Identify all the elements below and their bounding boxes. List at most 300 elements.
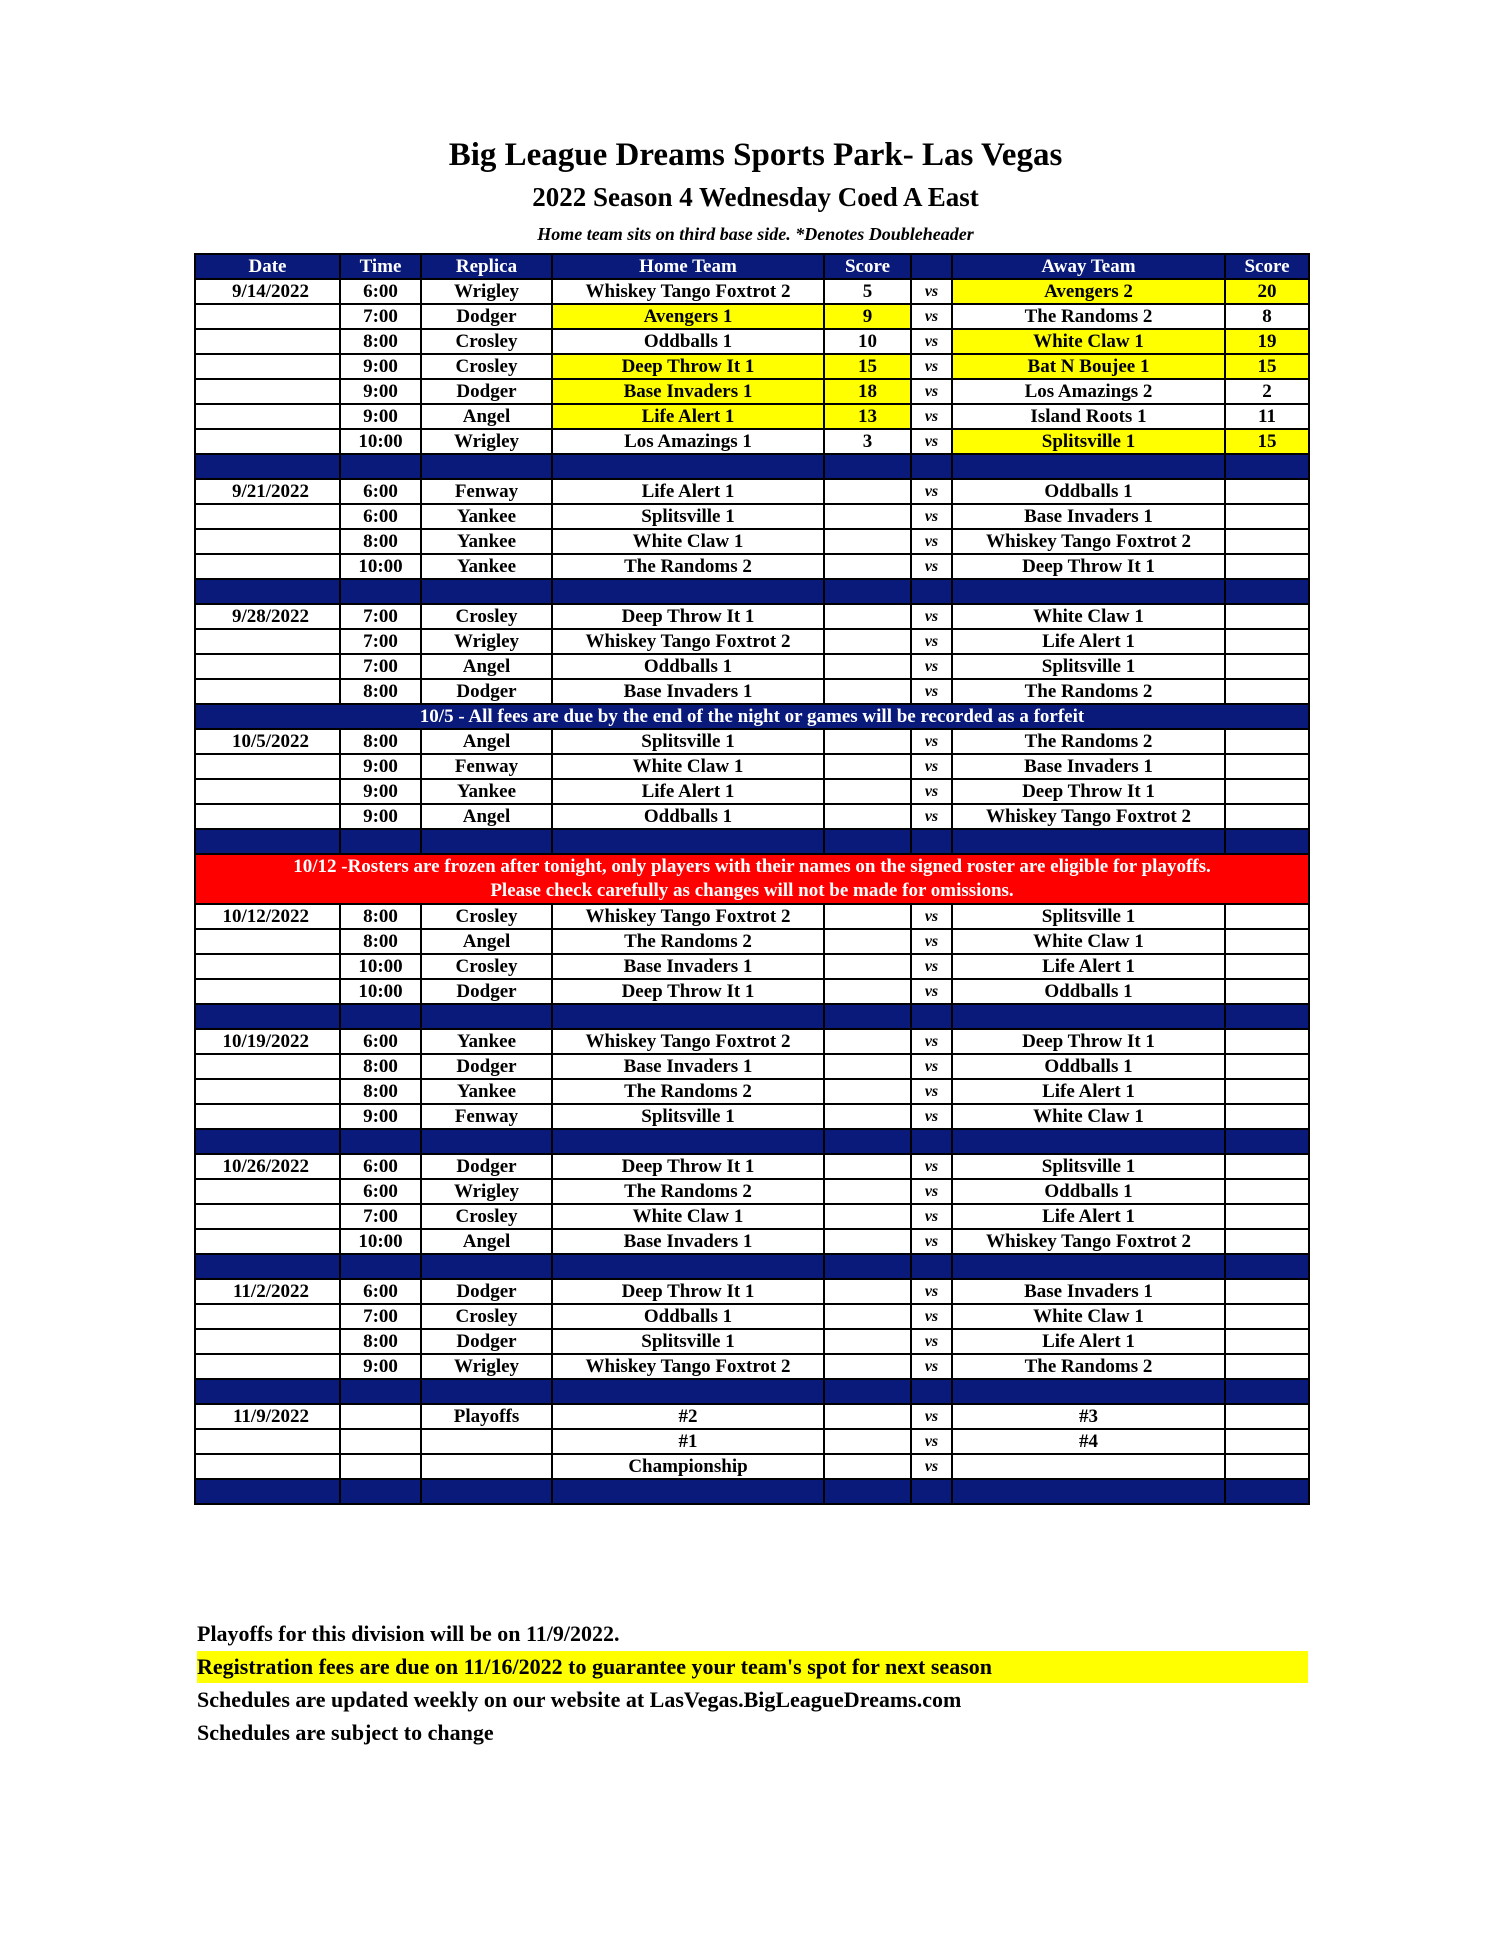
separator-cell xyxy=(952,1254,1225,1279)
separator-cell xyxy=(1225,1004,1309,1029)
game-row xyxy=(195,529,1309,554)
cell-vs: vs xyxy=(911,1404,952,1429)
cell-vs: vs xyxy=(911,904,952,929)
cell-time: 6:00 xyxy=(340,504,421,529)
cell-replica: Crosley xyxy=(421,904,552,929)
cell-time xyxy=(340,1429,421,1454)
cell-time: 7:00 xyxy=(340,304,421,329)
game-row xyxy=(195,1179,1309,1204)
cell-home-score xyxy=(824,1079,911,1104)
separator-cell xyxy=(952,829,1225,854)
cell-away-score xyxy=(1225,954,1309,979)
cell-home-team: Deep Throw It 1 xyxy=(552,1279,824,1304)
cell-replica: Angel xyxy=(421,729,552,754)
header-home-team: Home Team xyxy=(552,254,824,279)
cell-date: 9/21/2022 xyxy=(195,479,340,504)
cell-date: 10/19/2022 xyxy=(195,1029,340,1054)
cell-replica: Fenway xyxy=(421,1104,552,1129)
separator-row xyxy=(195,1254,1309,1279)
separator-cell xyxy=(195,1254,340,1279)
cell-home-team: Whiskey Tango Foxtrot 2 xyxy=(552,1354,824,1379)
game-row xyxy=(195,1204,1309,1229)
cell-vs: vs xyxy=(911,1154,952,1179)
cell-away-score xyxy=(1225,1329,1309,1354)
cell-away-team: Los Amazings 2 xyxy=(952,379,1225,404)
separator-cell xyxy=(952,454,1225,479)
cell-replica: Crosley xyxy=(421,354,552,379)
cell-vs: vs xyxy=(911,379,952,404)
cell-away-team: Life Alert 1 xyxy=(952,1079,1225,1104)
cell-time: 8:00 xyxy=(340,904,421,929)
separator-cell xyxy=(421,1129,552,1154)
game-row xyxy=(195,679,1309,704)
cell-home-score xyxy=(824,1104,911,1129)
cell-home-score xyxy=(824,1154,911,1179)
cell-home-score xyxy=(824,1454,911,1479)
separator-cell xyxy=(824,454,911,479)
cell-home-team: Los Amazings 1 xyxy=(552,429,824,454)
separator-cell xyxy=(552,1479,824,1504)
separator-cell xyxy=(195,1479,340,1504)
separator-row xyxy=(195,1379,1309,1404)
game-row xyxy=(195,1454,1309,1479)
cell-date xyxy=(195,429,340,454)
separator-cell xyxy=(552,1254,824,1279)
separator-cell xyxy=(421,454,552,479)
cell-home-team: #1 xyxy=(552,1429,824,1454)
cell-date xyxy=(195,654,340,679)
separator-cell xyxy=(340,579,421,604)
cell-away-team: Splitsville 1 xyxy=(952,429,1225,454)
cell-home-score: 13 xyxy=(824,404,911,429)
game-row xyxy=(195,1229,1309,1254)
cell-time: 8:00 xyxy=(340,1054,421,1079)
cell-time: 9:00 xyxy=(340,754,421,779)
cell-away-team: Deep Throw It 1 xyxy=(952,779,1225,804)
separator-cell xyxy=(1225,454,1309,479)
cell-away-team: White Claw 1 xyxy=(952,1304,1225,1329)
cell-replica: Wrigley xyxy=(421,1354,552,1379)
cell-vs: vs xyxy=(911,1329,952,1354)
cell-replica: Playoffs xyxy=(421,1404,552,1429)
cell-time: 8:00 xyxy=(340,529,421,554)
cell-replica: Fenway xyxy=(421,754,552,779)
separator-cell xyxy=(552,1379,824,1404)
cell-away-team: Island Roots 1 xyxy=(952,404,1225,429)
cell-replica: Angel xyxy=(421,404,552,429)
cell-away-team: Deep Throw It 1 xyxy=(952,1029,1225,1054)
cell-away-team: The Randoms 2 xyxy=(952,1354,1225,1379)
cell-vs: vs xyxy=(911,354,952,379)
cell-date xyxy=(195,529,340,554)
separator-cell xyxy=(421,829,552,854)
cell-date xyxy=(195,1179,340,1204)
cell-away-team xyxy=(952,1454,1225,1479)
cell-away-team: Life Alert 1 xyxy=(952,629,1225,654)
cell-home-team: The Randoms 2 xyxy=(552,1079,824,1104)
separator-cell xyxy=(340,829,421,854)
cell-replica: Dodger xyxy=(421,379,552,404)
cell-time: 9:00 xyxy=(340,379,421,404)
cell-replica xyxy=(421,1429,552,1454)
cell-home-team: Whiskey Tango Foxtrot 2 xyxy=(552,279,824,304)
cell-time: 8:00 xyxy=(340,1079,421,1104)
game-row xyxy=(195,979,1309,1004)
cell-time: 6:00 xyxy=(340,479,421,504)
game-row xyxy=(195,404,1309,429)
header-time: Time xyxy=(340,254,421,279)
separator-cell xyxy=(824,1254,911,1279)
cell-away-score: 15 xyxy=(1225,354,1309,379)
separator-cell xyxy=(421,579,552,604)
cell-away-score xyxy=(1225,1404,1309,1429)
cell-replica: Crosley xyxy=(421,954,552,979)
cell-date: 11/9/2022 xyxy=(195,1404,340,1429)
cell-away-team: #4 xyxy=(952,1429,1225,1454)
cell-home-team: Championship xyxy=(552,1454,824,1479)
cell-away-score xyxy=(1225,529,1309,554)
cell-home-team: Base Invaders 1 xyxy=(552,954,824,979)
cell-home-score xyxy=(824,1329,911,1354)
cell-away-team: Splitsville 1 xyxy=(952,1154,1225,1179)
cell-time: 9:00 xyxy=(340,1104,421,1129)
separator-cell xyxy=(824,579,911,604)
game-row xyxy=(195,804,1309,829)
separator-cell xyxy=(911,829,952,854)
game-row xyxy=(195,1429,1309,1454)
cell-away-team: The Randoms 2 xyxy=(952,679,1225,704)
separator-cell xyxy=(1225,579,1309,604)
cell-home-score xyxy=(824,779,911,804)
separator-cell xyxy=(911,1254,952,1279)
cell-vs: vs xyxy=(911,404,952,429)
separator-cell xyxy=(824,1129,911,1154)
cell-date xyxy=(195,304,340,329)
page-subtitle: 2022 Season 4 Wednesday Coed A East xyxy=(532,182,979,212)
fees-notice: 10/5 - All fees are due by the end of the night or games will be recorded as a forfeit xyxy=(195,704,1309,729)
cell-home-score xyxy=(824,929,911,954)
separator-cell xyxy=(552,1129,824,1154)
cell-away-team: Base Invaders 1 xyxy=(952,504,1225,529)
cell-away-team: Splitsville 1 xyxy=(952,654,1225,679)
cell-vs: vs xyxy=(911,1204,952,1229)
cell-time: 6:00 xyxy=(340,1154,421,1179)
cell-away-score xyxy=(1225,1304,1309,1329)
cell-vs: vs xyxy=(911,1429,952,1454)
cell-replica: Wrigley xyxy=(421,429,552,454)
cell-away-score xyxy=(1225,1079,1309,1104)
cell-replica: Crosley xyxy=(421,604,552,629)
cell-home-team: Splitsville 1 xyxy=(552,729,824,754)
game-row xyxy=(195,554,1309,579)
cell-home-team: Avengers 1 xyxy=(552,304,824,329)
footer-registration-note: Registration fees are due on 11/16/2022 to guarantee your team's spot for next season xyxy=(197,1651,1308,1683)
game-row xyxy=(195,1354,1309,1379)
cell-away-score xyxy=(1225,629,1309,654)
cell-replica: Yankee xyxy=(421,529,552,554)
separator-cell xyxy=(952,1129,1225,1154)
cell-replica xyxy=(421,1454,552,1479)
cell-away-score xyxy=(1225,904,1309,929)
header-replica: Replica xyxy=(421,254,552,279)
game-row xyxy=(195,479,1309,504)
cell-home-score xyxy=(824,954,911,979)
cell-date xyxy=(195,504,340,529)
cell-away-score xyxy=(1225,1154,1309,1179)
cell-replica: Wrigley xyxy=(421,1179,552,1204)
game-row xyxy=(195,279,1309,304)
cell-time: 10:00 xyxy=(340,429,421,454)
cell-away-team: #3 xyxy=(952,1404,1225,1429)
separator-cell xyxy=(824,1004,911,1029)
schedule-table xyxy=(194,253,1310,1505)
cell-vs: vs xyxy=(911,629,952,654)
cell-away-team: Oddballs 1 xyxy=(952,479,1225,504)
game-row xyxy=(195,954,1309,979)
cell-away-team: Base Invaders 1 xyxy=(952,1279,1225,1304)
cell-away-score xyxy=(1225,604,1309,629)
cell-time: 8:00 xyxy=(340,679,421,704)
cell-home-team: Whiskey Tango Foxtrot 2 xyxy=(552,629,824,654)
separator-cell xyxy=(911,454,952,479)
game-row xyxy=(195,629,1309,654)
separator-cell xyxy=(1225,1379,1309,1404)
cell-vs: vs xyxy=(911,954,952,979)
separator-cell xyxy=(195,829,340,854)
cell-home-team: Deep Throw It 1 xyxy=(552,979,824,1004)
cell-home-score xyxy=(824,654,911,679)
game-row xyxy=(195,1154,1309,1179)
cell-date: 11/2/2022 xyxy=(195,1279,340,1304)
cell-date xyxy=(195,754,340,779)
header-away-team: Away Team xyxy=(952,254,1225,279)
cell-home-team: Splitsville 1 xyxy=(552,1329,824,1354)
cell-vs: vs xyxy=(911,1279,952,1304)
cell-home-score: 15 xyxy=(824,354,911,379)
cell-vs: vs xyxy=(911,754,952,779)
cell-away-score xyxy=(1225,1454,1309,1479)
cell-vs: vs xyxy=(911,1054,952,1079)
cell-time: 8:00 xyxy=(340,1329,421,1354)
game-row xyxy=(195,1304,1309,1329)
cell-date xyxy=(195,679,340,704)
cell-time: 9:00 xyxy=(340,354,421,379)
schedule-body xyxy=(195,279,1309,1504)
separator-cell xyxy=(552,1004,824,1029)
game-row xyxy=(195,1404,1309,1429)
separator-cell xyxy=(421,1379,552,1404)
cell-vs: vs xyxy=(911,1079,952,1104)
separator-cell xyxy=(195,1004,340,1029)
cell-replica: Dodger xyxy=(421,304,552,329)
cell-home-team: Oddballs 1 xyxy=(552,804,824,829)
cell-vs: vs xyxy=(911,329,952,354)
separator-row xyxy=(195,579,1309,604)
separator-cell xyxy=(1225,1254,1309,1279)
cell-date xyxy=(195,404,340,429)
cell-away-team: Oddballs 1 xyxy=(952,979,1225,1004)
header-home-score: Score xyxy=(824,254,911,279)
cell-replica: Yankee xyxy=(421,554,552,579)
cell-away-score xyxy=(1225,1354,1309,1379)
cell-away-score xyxy=(1225,1029,1309,1054)
cell-replica: Yankee xyxy=(421,1029,552,1054)
cell-date xyxy=(195,1204,340,1229)
cell-vs: vs xyxy=(911,1179,952,1204)
game-row xyxy=(195,379,1309,404)
cell-home-team: White Claw 1 xyxy=(552,1204,824,1229)
separator-cell xyxy=(340,1129,421,1154)
separator-cell xyxy=(340,1254,421,1279)
cell-date xyxy=(195,1054,340,1079)
cell-replica: Crosley xyxy=(421,1304,552,1329)
cell-vs: vs xyxy=(911,1354,952,1379)
separator-row xyxy=(195,454,1309,479)
cell-date xyxy=(195,1104,340,1129)
cell-home-team: White Claw 1 xyxy=(552,529,824,554)
cell-away-score xyxy=(1225,804,1309,829)
cell-away-score xyxy=(1225,779,1309,804)
cell-away-score: 15 xyxy=(1225,429,1309,454)
cell-away-team: Whiskey Tango Foxtrot 2 xyxy=(952,529,1225,554)
separator-cell xyxy=(195,454,340,479)
separator-cell xyxy=(1225,1479,1309,1504)
cell-replica: Wrigley xyxy=(421,279,552,304)
cell-away-score xyxy=(1225,1204,1309,1229)
cell-date xyxy=(195,629,340,654)
separator-cell xyxy=(340,1004,421,1029)
cell-date xyxy=(195,1354,340,1379)
header-vs xyxy=(911,254,952,279)
cell-time: 7:00 xyxy=(340,1204,421,1229)
cell-home-score: 3 xyxy=(824,429,911,454)
separator-row xyxy=(195,1479,1309,1504)
cell-home-team: Deep Throw It 1 xyxy=(552,354,824,379)
cell-home-team: Life Alert 1 xyxy=(552,404,824,429)
cell-away-team: Life Alert 1 xyxy=(952,1329,1225,1354)
cell-home-score: 18 xyxy=(824,379,911,404)
cell-vs: vs xyxy=(911,529,952,554)
game-row xyxy=(195,1079,1309,1104)
game-row xyxy=(195,1279,1309,1304)
cell-replica: Dodger xyxy=(421,979,552,1004)
cell-home-team: Whiskey Tango Foxtrot 2 xyxy=(552,1029,824,1054)
cell-time: 10:00 xyxy=(340,954,421,979)
cell-away-team: Life Alert 1 xyxy=(952,954,1225,979)
cell-away-score: 11 xyxy=(1225,404,1309,429)
cell-time: 6:00 xyxy=(340,279,421,304)
separator-cell xyxy=(195,1129,340,1154)
cell-home-score xyxy=(824,629,911,654)
cell-replica: Yankee xyxy=(421,1079,552,1104)
separator-cell xyxy=(952,1004,1225,1029)
cell-date xyxy=(195,1229,340,1254)
cell-date xyxy=(195,1079,340,1104)
separator-cell xyxy=(824,1479,911,1504)
cell-date xyxy=(195,329,340,354)
cell-vs: vs xyxy=(911,654,952,679)
separator-cell xyxy=(421,1479,552,1504)
cell-vs: vs xyxy=(911,779,952,804)
game-row xyxy=(195,354,1309,379)
cell-time: 10:00 xyxy=(340,979,421,1004)
cell-away-team: White Claw 1 xyxy=(952,604,1225,629)
cell-home-team: Whiskey Tango Foxtrot 2 xyxy=(552,904,824,929)
separator-row xyxy=(195,1129,1309,1154)
cell-home-team: Deep Throw It 1 xyxy=(552,604,824,629)
cell-time: 9:00 xyxy=(340,779,421,804)
cell-date: 9/28/2022 xyxy=(195,604,340,629)
game-row xyxy=(195,654,1309,679)
cell-home-team: Base Invaders 1 xyxy=(552,379,824,404)
separator-row xyxy=(195,829,1309,854)
separator-cell xyxy=(952,1479,1225,1504)
game-row xyxy=(195,729,1309,754)
cell-home-score xyxy=(824,504,911,529)
cell-home-team: Deep Throw It 1 xyxy=(552,1154,824,1179)
cell-vs: vs xyxy=(911,554,952,579)
cell-away-team: White Claw 1 xyxy=(952,329,1225,354)
cell-time xyxy=(340,1454,421,1479)
cell-vs: vs xyxy=(911,279,952,304)
cell-home-score xyxy=(824,679,911,704)
game-row xyxy=(195,1104,1309,1129)
cell-date xyxy=(195,804,340,829)
cell-date xyxy=(195,554,340,579)
cell-away-team: Avengers 2 xyxy=(952,279,1225,304)
cell-home-score xyxy=(824,904,911,929)
separator-cell xyxy=(911,579,952,604)
cell-home-team: Oddballs 1 xyxy=(552,329,824,354)
game-row xyxy=(195,929,1309,954)
cell-away-score xyxy=(1225,1179,1309,1204)
cell-date xyxy=(195,929,340,954)
cell-date xyxy=(195,1329,340,1354)
cell-away-team: Life Alert 1 xyxy=(952,1204,1225,1229)
roster-alert xyxy=(195,854,1309,904)
separator-cell xyxy=(195,579,340,604)
separator-cell xyxy=(952,579,1225,604)
separator-cell xyxy=(952,1379,1225,1404)
cell-replica: Angel xyxy=(421,929,552,954)
cell-away-score xyxy=(1225,479,1309,504)
cell-away-score xyxy=(1225,654,1309,679)
cell-home-score xyxy=(824,1229,911,1254)
cell-home-team: #2 xyxy=(552,1404,824,1429)
cell-replica: Dodger xyxy=(421,1329,552,1354)
cell-away-score xyxy=(1225,754,1309,779)
header-date: Date xyxy=(195,254,340,279)
footer-playoffs-note: Playoffs for this division will be on 11/9/2022. xyxy=(197,1621,620,1646)
cell-away-team: Base Invaders 1 xyxy=(952,754,1225,779)
cell-vs: vs xyxy=(911,1104,952,1129)
cell-home-team: Splitsville 1 xyxy=(552,504,824,529)
separator-cell xyxy=(824,1379,911,1404)
game-row xyxy=(195,779,1309,804)
cell-vs: vs xyxy=(911,1304,952,1329)
cell-date: 9/14/2022 xyxy=(195,279,340,304)
cell-home-score xyxy=(824,804,911,829)
cell-away-team: The Randoms 2 xyxy=(952,304,1225,329)
cell-home-score: 5 xyxy=(824,279,911,304)
cell-home-score xyxy=(824,979,911,1004)
cell-away-score xyxy=(1225,979,1309,1004)
cell-away-score: 19 xyxy=(1225,329,1309,354)
cell-away-score xyxy=(1225,1429,1309,1454)
separator-row xyxy=(195,1004,1309,1029)
game-row xyxy=(195,304,1309,329)
cell-replica: Wrigley xyxy=(421,629,552,654)
